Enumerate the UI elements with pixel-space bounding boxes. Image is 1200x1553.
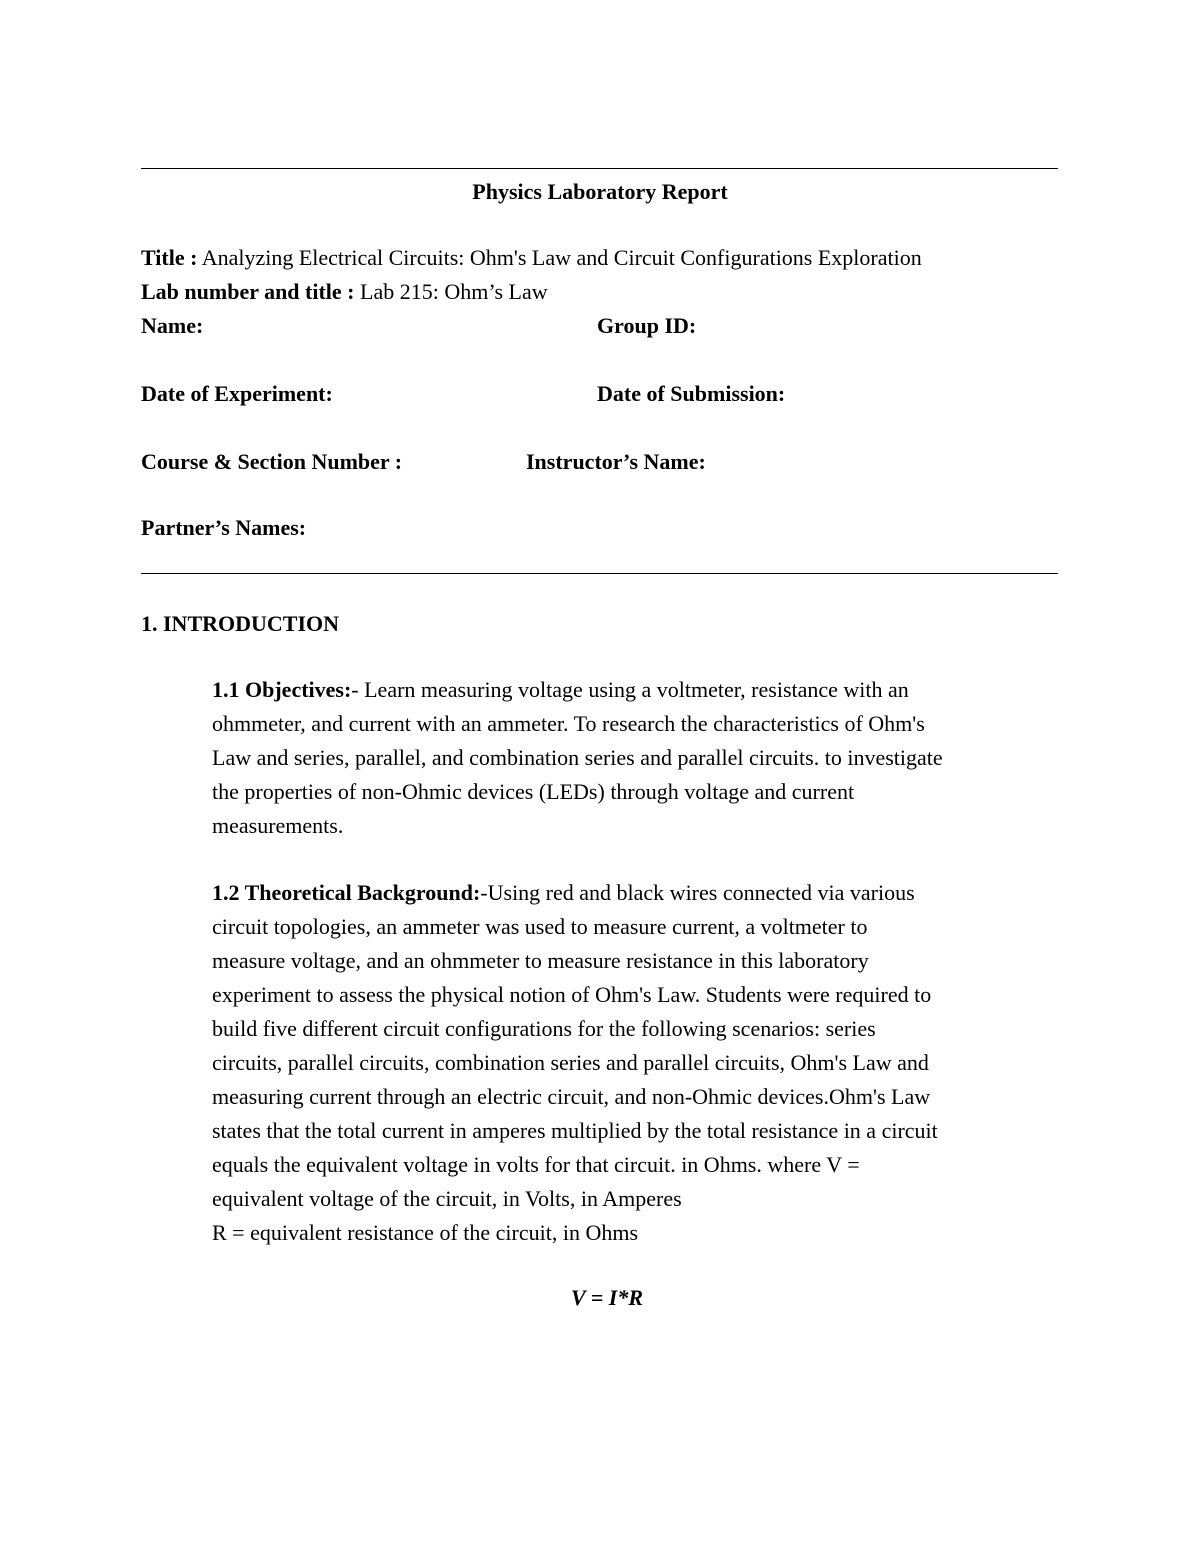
background-line: equals the equivalent voltage in volts for that circuit. in Ohms. where V = xyxy=(212,1152,860,1177)
objectives-paragraph xyxy=(212,673,1062,843)
instructor-name-label: Instructor’s Name: xyxy=(526,449,706,474)
objectives-line: Law and series, parallel, and combination series and parallel circuits. to investigate xyxy=(212,745,943,770)
top-rule xyxy=(141,168,1058,169)
name-label: Name: xyxy=(141,313,204,338)
ohms-law-equation: V = I*R xyxy=(570,1285,644,1310)
background-line: measure voltage, and an ohmmeter to measure resistance in this laboratory xyxy=(212,948,869,973)
background-paragraph xyxy=(212,876,1062,1250)
section-heading-introduction: 1. INTRODUCTION xyxy=(141,611,340,636)
background-label: 1.2 Theoretical Background: xyxy=(212,880,481,905)
background-line: measuring current through an electric circuit, and non-Ohmic devices.Ohm's Law xyxy=(212,1084,931,1109)
bottom-rule xyxy=(141,573,1058,574)
background-line: build five different circuit configurations for the following scenarios: series xyxy=(212,1016,876,1041)
lab-row xyxy=(141,279,548,305)
objectives-label: 1.1 Objectives: xyxy=(212,677,352,702)
background-line: -Using red and black wires connected via various xyxy=(480,880,915,905)
lab-value: Lab 215: Ohm’s Law xyxy=(354,279,548,304)
background-line: circuits, parallel circuits, combination series and parallel circuits, Ohm's Law and xyxy=(212,1050,929,1075)
date-experiment-label: Date of Experiment: xyxy=(141,381,333,406)
background-line: circuit topologies, an ammeter was used to measure current, a voltmeter to xyxy=(212,914,868,939)
date-submission-label: Date of Submission: xyxy=(597,381,786,406)
background-line: states that the total current in amperes multiplied by the total resistance in a circuit xyxy=(212,1118,938,1143)
lab-label: Lab number and title : xyxy=(141,279,355,304)
title-value: Analyzing Electrical Circuits: Ohm's Law and Circuit Configurations Exploration xyxy=(197,245,922,270)
course-section-label: Course & Section Number : xyxy=(141,449,403,474)
title-label: Title : xyxy=(141,245,198,270)
background-line: equivalent voltage of the circuit, in Volts, in Amperes xyxy=(212,1186,682,1211)
objectives-line: - Learn measuring voltage using a voltmeter, resistance with an xyxy=(351,677,909,702)
objectives-line: ohmmeter, and current with an ammeter. To research the characteristics of Ohm's xyxy=(212,711,925,736)
group-id-label: Group ID: xyxy=(597,313,697,338)
background-line: experiment to assess the physical notion of Ohm's Law. Students were required to xyxy=(212,982,932,1007)
report-title: Physics Laboratory Report xyxy=(472,179,728,204)
background-line: R = equivalent resistance of the circuit, in Ohms xyxy=(212,1220,639,1245)
title-row xyxy=(141,245,922,271)
objectives-line: the properties of non-Ohmic devices (LEDs) through voltage and current xyxy=(212,779,855,804)
objectives-line: measurements. xyxy=(212,813,344,838)
partner-names-label: Partner’s Names: xyxy=(141,515,307,540)
